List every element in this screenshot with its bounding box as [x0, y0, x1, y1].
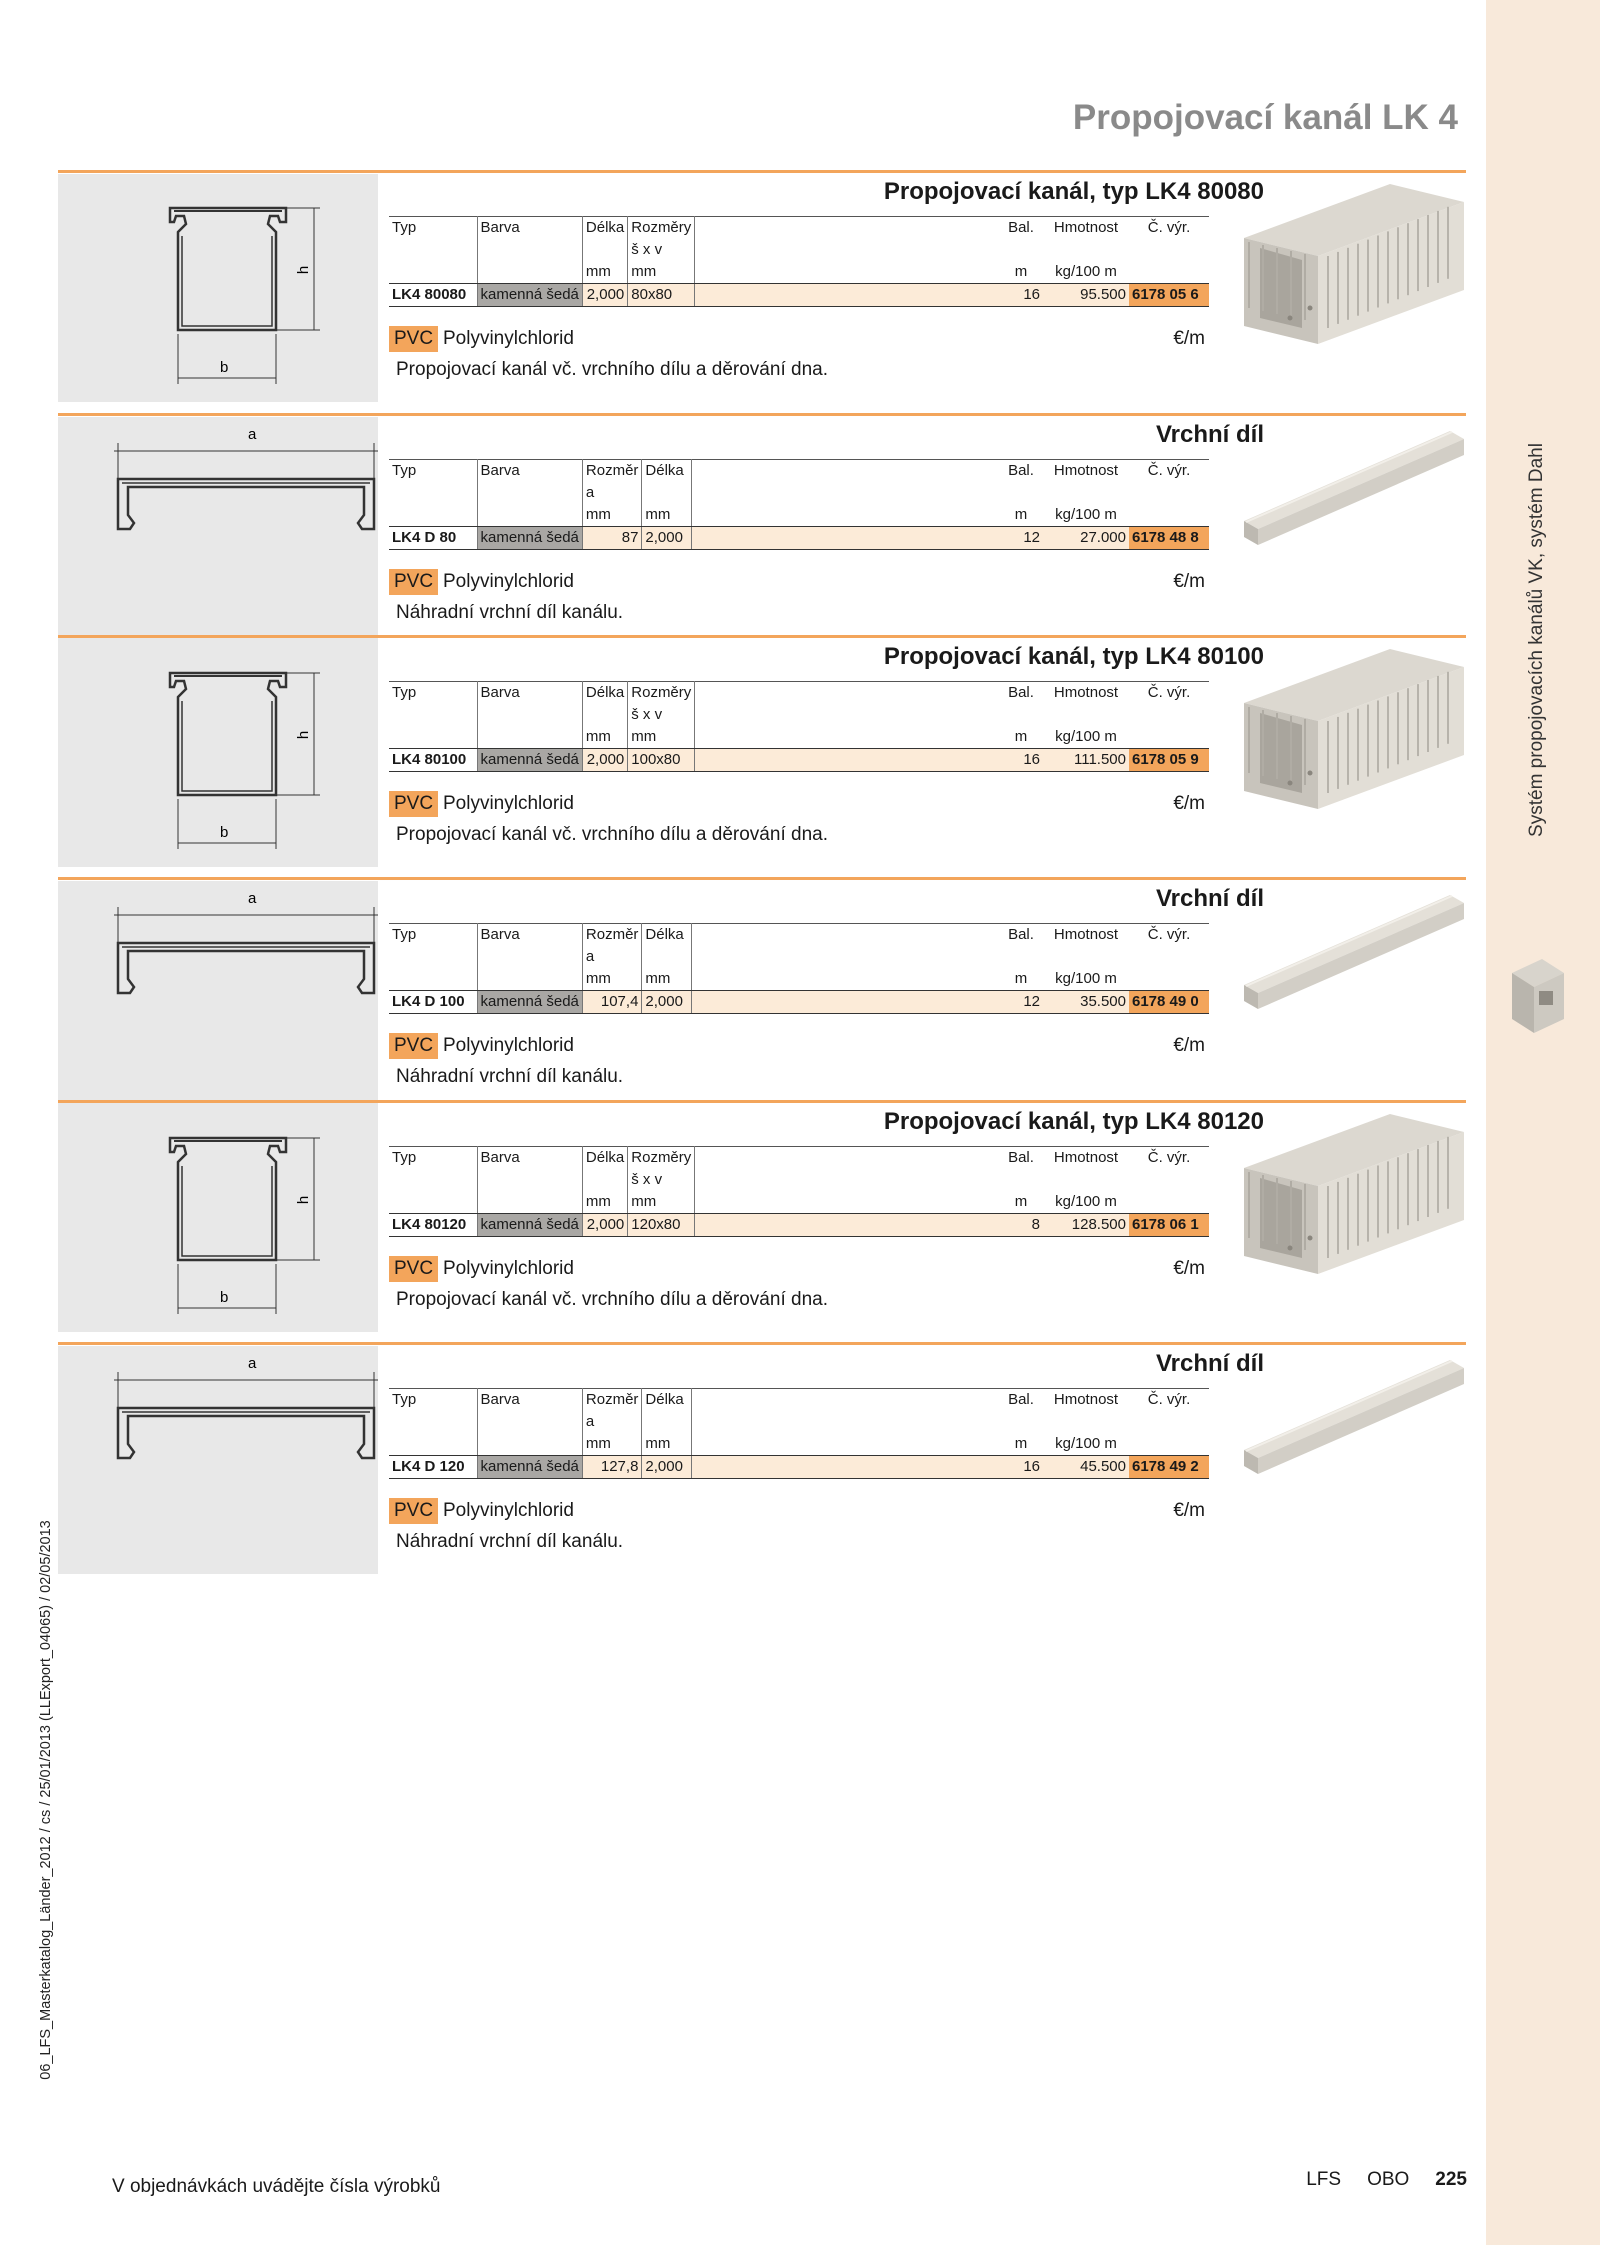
cell-bal: 16 — [999, 1456, 1043, 1479]
cell-spacer — [695, 1214, 999, 1237]
section-title: Vrchní díl — [1155, 421, 1264, 448]
table-header-cell — [1129, 1433, 1209, 1456]
table-header-cell: Barva — [477, 1389, 582, 1412]
channel-section — [58, 170, 1466, 402]
dim-a-label: a — [248, 426, 257, 443]
table-header-cell — [695, 261, 999, 284]
cell-spacer — [695, 284, 999, 307]
cell-c4: 2,000 — [642, 527, 692, 550]
table-header-cell: š x v — [628, 1169, 695, 1191]
table-header-cell — [1129, 504, 1209, 527]
table-header-cell: Barva — [477, 460, 582, 483]
table-header-cell — [389, 726, 477, 749]
material-code: PVC — [389, 326, 438, 352]
table-header-cell: Rozměry — [628, 682, 695, 705]
product-photo — [1240, 421, 1468, 576]
material-row — [389, 1498, 1209, 1526]
material-row — [389, 569, 1209, 597]
table-header-cell: Hmotnost — [1043, 217, 1129, 240]
table-header-cell: Barva — [477, 1147, 582, 1170]
table-header-cell — [999, 946, 1043, 968]
section-title: Vrchní díl — [1155, 885, 1264, 912]
table-header-cell: mm — [582, 1433, 642, 1456]
cell-article-number: 6178 49 0 — [1129, 991, 1209, 1014]
table-header-cell — [389, 1411, 477, 1433]
table-header-cell — [1043, 946, 1129, 968]
table-header-cell: Typ — [389, 924, 477, 947]
cell-typ: LK4 D 120 — [389, 1456, 477, 1479]
cover-profile-drawing — [58, 881, 378, 1109]
table-header-cell: kg/100 m — [1043, 726, 1129, 749]
dim-h-label: h — [295, 265, 312, 275]
cell-c3: 2,000 — [582, 284, 627, 307]
cell-barva: kamenná šedá — [477, 284, 582, 307]
table-header-cell: mm — [628, 726, 695, 749]
table-header-cell — [999, 1411, 1043, 1433]
table-header-cell: m — [999, 504, 1043, 527]
table-row — [389, 527, 1209, 550]
cover-section — [58, 877, 1466, 1109]
product-table — [389, 1388, 1209, 1479]
material-name: Polyvinylchlorid — [443, 1258, 574, 1279]
product-photo — [1240, 178, 1468, 353]
table-header-cell: a — [582, 482, 642, 504]
table-header-cell — [477, 704, 582, 726]
table-header-cell — [642, 1411, 692, 1433]
material-name: Polyvinylchlorid — [443, 1500, 574, 1521]
table-header-cell — [692, 460, 999, 483]
material-code: PVC — [389, 1498, 438, 1524]
table-header-cell — [1129, 704, 1209, 726]
product-table — [389, 459, 1209, 550]
cell-article-number: 6178 05 9 — [1129, 749, 1209, 772]
section-rule — [58, 635, 1466, 638]
channel-profile-drawing — [58, 174, 378, 402]
table-header-cell — [1129, 239, 1209, 261]
cover-profile-drawing — [58, 417, 378, 645]
cell-bal: 12 — [999, 991, 1043, 1014]
product-description: Propojovací kanál vč. vrchního dílu a děrování dna. — [396, 824, 828, 845]
table-header-cell — [477, 1433, 582, 1456]
table-header-cell: Hmotnost — [1043, 924, 1129, 947]
cell-hmotnost: 27.000 — [1043, 527, 1129, 550]
table-header-cell: kg/100 m — [1043, 261, 1129, 284]
table-header-cell: m — [999, 1433, 1043, 1456]
cell-spacer — [692, 991, 999, 1014]
cell-hmotnost: 111.500 — [1043, 749, 1129, 772]
material-code: PVC — [389, 1033, 438, 1059]
table-header-cell: mm — [582, 726, 627, 749]
table-header-cell — [582, 239, 627, 261]
table-header-cell: Délka — [582, 1147, 627, 1170]
cell-article-number: 6178 49 2 — [1129, 1456, 1209, 1479]
table-header-cell: kg/100 m — [1043, 1191, 1129, 1214]
material-code: PVC — [389, 569, 438, 595]
product-description: Propojovací kanál vč. vrchního dílu a děrování dna. — [396, 1289, 828, 1310]
table-header-cell — [999, 1169, 1043, 1191]
price-unit: €/m — [1173, 571, 1205, 592]
table-header-cell: Délka — [642, 924, 692, 947]
catalog-reference: 06_LFS_Masterkatalog_Länder_2012 / cs / 25/01/2013 (LLExport_04065) / 02/05/2013 — [38, 1520, 54, 2080]
cell-typ: LK4 D 80 — [389, 527, 477, 550]
footer-brand — [1306, 2169, 1467, 2191]
table-header-cell — [389, 704, 477, 726]
table-header-cell — [582, 704, 627, 726]
cell-spacer — [695, 749, 999, 772]
page-title: Propojovací kanál LK 4 — [1072, 98, 1458, 137]
section-title: Propojovací kanál, typ LK4 80120 — [883, 1108, 1264, 1135]
table-header-cell: Bal. — [999, 924, 1043, 947]
dim-b-label: b — [220, 824, 229, 841]
table-header-cell — [999, 704, 1043, 726]
material-row — [389, 1256, 1209, 1284]
table-header-cell: š x v — [628, 239, 695, 261]
table-header-cell — [695, 239, 999, 261]
table-header-cell — [1129, 1169, 1209, 1191]
table-header-cell — [1129, 261, 1209, 284]
table-header-cell — [477, 968, 582, 991]
table-header-cell: Typ — [389, 1147, 477, 1170]
table-header-cell: mm — [582, 1191, 627, 1214]
table-header-cell: mm — [582, 261, 627, 284]
table-header-cell: Hmotnost — [1043, 1389, 1129, 1412]
table-header-cell — [692, 1389, 999, 1412]
table-header-cell: Délka — [582, 217, 627, 240]
channel-thumbnail-icon — [1508, 955, 1568, 1040]
product-description: Propojovací kanál vč. vrchního dílu a děrování dna. — [396, 359, 828, 380]
table-header-cell — [695, 1147, 999, 1170]
table-header-cell — [582, 1169, 627, 1191]
material-row — [389, 326, 1209, 354]
table-header-cell: Délka — [642, 1389, 692, 1412]
table-header-cell — [477, 261, 582, 284]
product-table — [389, 923, 1209, 1014]
table-header-cell: Č. výr. — [1129, 460, 1209, 483]
cell-typ: LK4 80120 — [389, 1214, 477, 1237]
section-rule — [58, 1100, 1466, 1103]
cell-c4: 100x80 — [628, 749, 695, 772]
table-header-cell — [389, 946, 477, 968]
table-header-cell — [389, 1433, 477, 1456]
table-header-cell — [389, 1169, 477, 1191]
table-header-cell: Č. výr. — [1129, 682, 1209, 705]
table-header-cell: Bal. — [999, 1147, 1043, 1170]
table-header-cell: Typ — [389, 460, 477, 483]
table-header-cell: Typ — [389, 217, 477, 240]
table-header-cell — [477, 504, 582, 527]
table-header-cell — [695, 704, 999, 726]
price-unit: €/m — [1173, 1035, 1205, 1056]
table-header-cell: mm — [628, 261, 695, 284]
table-header-cell — [1043, 1411, 1129, 1433]
table-row — [389, 749, 1209, 772]
cell-typ: LK4 D 100 — [389, 991, 477, 1014]
table-header-cell: mm — [642, 1433, 692, 1456]
cover-section — [58, 1342, 1466, 1574]
table-header-cell: Barva — [477, 682, 582, 705]
table-header-cell — [692, 482, 999, 504]
dim-b-label: b — [220, 1289, 229, 1306]
table-header-cell: Bal. — [999, 1389, 1043, 1412]
cell-typ: LK4 80100 — [389, 749, 477, 772]
table-header-cell: Barva — [477, 924, 582, 947]
table-header-cell: mm — [582, 968, 642, 991]
product-photo — [1240, 643, 1468, 818]
table-header-cell: Bal. — [999, 460, 1043, 483]
table-header-cell — [1129, 1191, 1209, 1214]
table-header-cell — [389, 1191, 477, 1214]
product-table — [389, 1146, 1209, 1237]
section-rule — [58, 413, 1466, 416]
cell-c3: 87 — [582, 527, 642, 550]
table-header-cell — [389, 482, 477, 504]
product-table — [389, 216, 1209, 307]
table-header-cell: Typ — [389, 682, 477, 705]
cell-barva: kamenná šedá — [477, 749, 582, 772]
table-header-cell: Hmotnost — [1043, 682, 1129, 705]
table-row — [389, 1456, 1209, 1479]
cell-barva: kamenná šedá — [477, 991, 582, 1014]
table-header-cell: Rozměry — [628, 217, 695, 240]
dim-a-label: a — [248, 890, 257, 907]
side-label: Systém propojovacích kanálů VK, systém Dahl — [1526, 443, 1547, 837]
cell-c3: 127,8 — [582, 1456, 642, 1479]
page-number: 225 — [1435, 2169, 1467, 2190]
table-header-cell: mm — [642, 968, 692, 991]
product-photo — [1240, 1108, 1468, 1283]
cell-bal: 8 — [999, 1214, 1043, 1237]
table-header-cell: Bal. — [999, 682, 1043, 705]
section-rule — [58, 1342, 1466, 1345]
material-row — [389, 1033, 1209, 1061]
table-header-cell: a — [582, 1411, 642, 1433]
cell-bal: 16 — [999, 284, 1043, 307]
table-header-cell — [389, 968, 477, 991]
cell-typ: LK4 80080 — [389, 284, 477, 307]
table-row — [389, 1214, 1209, 1237]
table-header-cell: mm — [628, 1191, 695, 1214]
cell-hmotnost: 95.500 — [1043, 284, 1129, 307]
table-header-cell: Č. výr. — [1129, 924, 1209, 947]
material-name: Polyvinylchlorid — [443, 571, 574, 592]
cell-article-number: 6178 06 1 — [1129, 1214, 1209, 1237]
section-title: Propojovací kanál, typ LK4 80100 — [883, 643, 1264, 670]
footer-note: V objednávkách uvádějte čísla výrobků — [112, 2176, 441, 2197]
cell-c4: 80x80 — [628, 284, 695, 307]
table-header-cell — [389, 239, 477, 261]
cell-c3: 107,4 — [582, 991, 642, 1014]
price-unit: €/m — [1173, 1258, 1205, 1279]
table-header-cell: Č. výr. — [1129, 1147, 1209, 1170]
cell-barva: kamenná šedá — [477, 527, 582, 550]
cell-c4: 2,000 — [642, 991, 692, 1014]
table-header-cell — [477, 726, 582, 749]
product-description: Náhradní vrchní díl kanálu. — [396, 1531, 624, 1552]
table-header-cell — [477, 482, 582, 504]
cell-c4: 2,000 — [642, 1456, 692, 1479]
price-unit: €/m — [1173, 1500, 1205, 1521]
cell-bal: 12 — [999, 527, 1043, 550]
material-name: Polyvinylchlorid — [443, 1035, 574, 1056]
table-header-cell — [692, 968, 999, 991]
table-header-cell — [692, 946, 999, 968]
table-header-cell — [692, 1411, 999, 1433]
table-header-cell: š x v — [628, 704, 695, 726]
table-header-cell: Barva — [477, 217, 582, 240]
table-header-cell: Rozměry — [628, 1147, 695, 1170]
table-header-cell — [692, 1433, 999, 1456]
material-code: PVC — [389, 791, 438, 817]
table-header-cell — [1043, 704, 1129, 726]
cell-barva: kamenná šedá — [477, 1214, 582, 1237]
table-row — [389, 284, 1209, 307]
table-header-cell — [389, 261, 477, 284]
table-header-cell: m — [999, 261, 1043, 284]
table-header-cell: m — [999, 1191, 1043, 1214]
cover-profile-drawing — [58, 1346, 378, 1574]
table-header-cell: kg/100 m — [1043, 968, 1129, 991]
brand-lfs: LFS — [1306, 2169, 1342, 2190]
cell-c4: 120x80 — [628, 1214, 695, 1237]
product-description: Náhradní vrchní díl kanálu. — [396, 602, 624, 623]
section-rule — [58, 877, 1466, 880]
side-tab — [1486, 0, 1600, 2245]
table-header-cell — [642, 946, 692, 968]
cell-hmotnost: 128.500 — [1043, 1214, 1129, 1237]
product-photo — [1240, 885, 1468, 1040]
material-code: PVC — [389, 1256, 438, 1282]
table-header-cell: Hmotnost — [1043, 1147, 1129, 1170]
table-header-cell: m — [999, 726, 1043, 749]
table-header-cell: Délka — [582, 682, 627, 705]
cell-hmotnost: 45.500 — [1043, 1456, 1129, 1479]
cell-article-number: 6178 48 8 — [1129, 527, 1209, 550]
price-unit: €/m — [1173, 793, 1205, 814]
table-header-cell: kg/100 m — [1043, 1433, 1129, 1456]
table-header-cell — [695, 217, 999, 240]
dim-h-label: h — [295, 1195, 312, 1205]
cell-spacer — [692, 1456, 999, 1479]
table-header-cell: a — [582, 946, 642, 968]
product-description: Náhradní vrchní díl kanálu. — [396, 1066, 624, 1087]
table-header-cell — [1129, 968, 1209, 991]
material-row — [389, 791, 1209, 819]
table-header-cell: Rozměr — [582, 1389, 642, 1412]
cell-c3: 2,000 — [582, 1214, 627, 1237]
cell-bal: 16 — [999, 749, 1043, 772]
dim-h-label: h — [295, 730, 312, 740]
table-header-cell — [999, 239, 1043, 261]
table-header-cell — [1043, 482, 1129, 504]
section-title: Vrchní díl — [1155, 1350, 1264, 1377]
table-header-cell — [477, 1191, 582, 1214]
material-name: Polyvinylchlorid — [443, 793, 574, 814]
table-header-cell — [692, 504, 999, 527]
table-header-cell: Č. výr. — [1129, 1389, 1209, 1412]
table-header-cell — [695, 1169, 999, 1191]
product-photo — [1240, 1350, 1468, 1505]
channel-section — [58, 635, 1466, 867]
table-header-cell — [1043, 239, 1129, 261]
table-header-cell: Rozměr — [582, 460, 642, 483]
table-header-cell: Délka — [642, 460, 692, 483]
cell-spacer — [692, 527, 999, 550]
table-header-cell — [477, 239, 582, 261]
cell-hmotnost: 35.500 — [1043, 991, 1129, 1014]
table-header-cell: Bal. — [999, 217, 1043, 240]
channel-section — [58, 1100, 1466, 1332]
table-header-cell: mm — [642, 504, 692, 527]
table-header-cell — [1043, 1169, 1129, 1191]
table-header-cell — [477, 946, 582, 968]
cell-c3: 2,000 — [582, 749, 627, 772]
channel-profile-drawing — [58, 1104, 378, 1332]
table-header-cell: Typ — [389, 1389, 477, 1412]
table-header-cell: kg/100 m — [1043, 504, 1129, 527]
section-rule — [58, 170, 1466, 173]
cell-barva: kamenná šedá — [477, 1456, 582, 1479]
price-unit: €/m — [1173, 328, 1205, 349]
brand-obo: OBO — [1367, 2169, 1410, 2190]
table-header-cell: mm — [582, 504, 642, 527]
table-header-cell — [1129, 946, 1209, 968]
table-header-cell — [1129, 1411, 1209, 1433]
table-header-cell — [695, 1191, 999, 1214]
table-header-cell — [1129, 482, 1209, 504]
table-header-cell — [1129, 726, 1209, 749]
table-header-cell — [999, 482, 1043, 504]
table-header-cell — [692, 924, 999, 947]
cover-section — [58, 413, 1466, 645]
material-name: Polyvinylchlorid — [443, 328, 574, 349]
table-header-cell: Hmotnost — [1043, 460, 1129, 483]
channel-profile-drawing — [58, 639, 378, 867]
dim-a-label: a — [248, 1355, 257, 1372]
cell-article-number: 6178 05 6 — [1129, 284, 1209, 307]
dim-b-label: b — [220, 359, 229, 376]
table-header-cell — [695, 726, 999, 749]
table-header-cell: m — [999, 968, 1043, 991]
section-title: Propojovací kanál, typ LK4 80080 — [883, 178, 1264, 205]
table-header-cell: Rozměr — [582, 924, 642, 947]
table-header-cell — [695, 682, 999, 705]
product-table — [389, 681, 1209, 772]
table-header-cell: Č. výr. — [1129, 217, 1209, 240]
table-row — [389, 991, 1209, 1014]
table-header-cell — [389, 504, 477, 527]
table-header-cell — [642, 482, 692, 504]
table-header-cell — [477, 1169, 582, 1191]
table-header-cell — [477, 1411, 582, 1433]
